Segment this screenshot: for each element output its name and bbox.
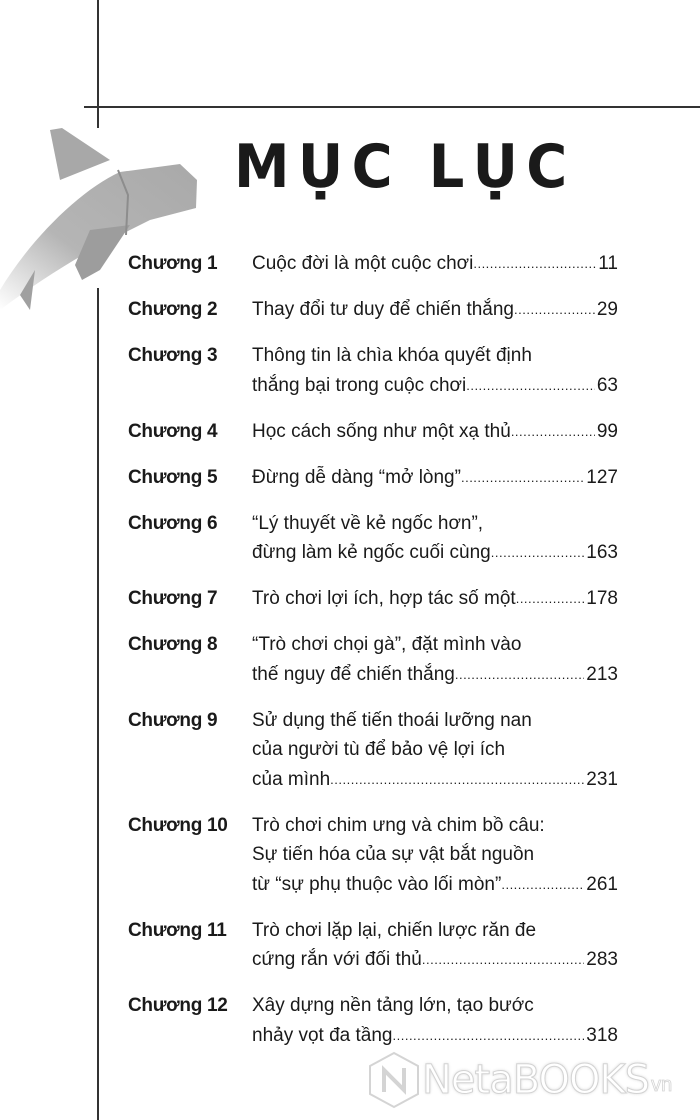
chapter-label: Chương 11 bbox=[128, 919, 227, 941]
watermark-suffix: vn bbox=[651, 1073, 673, 1096]
dot-leader bbox=[491, 538, 585, 568]
netabooks-logo-icon bbox=[366, 1050, 422, 1110]
title-line: từ “sự phụ thuộc vào lối mòn” bbox=[252, 873, 502, 895]
dot-leader bbox=[422, 945, 584, 975]
toc-entry bbox=[128, 991, 618, 1050]
page-number: 127 bbox=[586, 466, 618, 488]
toc-entry bbox=[128, 706, 618, 795]
table-of-contents bbox=[128, 249, 618, 1067]
chapter-title bbox=[252, 417, 618, 447]
chapter-label: Chương 5 bbox=[128, 466, 218, 488]
toc-entry bbox=[128, 916, 618, 975]
page-number: 213 bbox=[586, 663, 618, 685]
chapter-label: Chương 12 bbox=[128, 995, 228, 1016]
title-line: thế nguy để chiến thắng bbox=[252, 663, 455, 685]
chapter-label: Chương 10 bbox=[128, 814, 228, 836]
chapter-label: Chương 8 bbox=[128, 634, 218, 655]
dot-leader bbox=[501, 870, 584, 900]
dot-leader bbox=[393, 1021, 585, 1051]
title-line: “Trò chơi chọi gà”, đặt mình vào bbox=[252, 634, 522, 655]
chapter-title bbox=[252, 509, 618, 568]
title-line: Sự tiến hóa của sự vật bắt nguồn bbox=[252, 844, 535, 865]
toc-entry bbox=[128, 341, 618, 400]
title-line: Cuộc đời là một cuộc chơi bbox=[252, 253, 474, 274]
chapter-title bbox=[252, 584, 618, 614]
dot-leader bbox=[511, 417, 595, 447]
title-line: Đừng dễ dàng “mở lòng” bbox=[252, 466, 461, 488]
dot-leader bbox=[516, 584, 585, 614]
title-line: thắng bại trong cuộc chơi bbox=[252, 374, 467, 396]
chapter-title bbox=[252, 463, 618, 493]
dot-leader bbox=[514, 295, 595, 325]
page-number: 63 bbox=[596, 374, 618, 396]
chapter-label: Chương 4 bbox=[128, 420, 218, 442]
title-line: Trò chơi chim ưng và chim bồ câu: bbox=[252, 814, 545, 836]
chapter-title bbox=[252, 991, 618, 1050]
title-line: Trò chơi lợi ích, hợp tác số một bbox=[252, 588, 516, 609]
page-number: 163 bbox=[586, 542, 618, 563]
page-title: MỤC LỤC bbox=[234, 132, 576, 202]
title-line: Học cách sống như một xạ thủ bbox=[252, 420, 511, 442]
watermark bbox=[366, 1050, 672, 1110]
page-number: 11 bbox=[598, 253, 618, 274]
chapter-title bbox=[252, 249, 618, 279]
chapter-title bbox=[252, 295, 618, 325]
title-line: nhảy vọt đa tầng bbox=[252, 1024, 393, 1046]
dot-leader bbox=[455, 660, 584, 690]
chapter-title bbox=[252, 706, 618, 795]
chapter-title bbox=[252, 630, 618, 689]
chapter-title bbox=[252, 916, 618, 975]
toc-entry bbox=[128, 630, 618, 689]
page-number: 178 bbox=[586, 588, 618, 609]
page-number: 283 bbox=[586, 949, 618, 970]
chapter-label: Chương 6 bbox=[128, 512, 218, 534]
dot-leader bbox=[466, 371, 595, 401]
margin-line-top bbox=[97, 0, 99, 128]
page-number: 261 bbox=[586, 873, 618, 895]
title-line: của mình bbox=[252, 768, 331, 790]
chapter-title bbox=[252, 341, 618, 400]
toc-entry bbox=[128, 417, 618, 447]
dot-leader bbox=[473, 249, 596, 279]
toc-entry bbox=[128, 463, 618, 493]
page-number: 99 bbox=[596, 420, 618, 442]
chapter-label: Chương 3 bbox=[128, 345, 218, 366]
header-rule bbox=[84, 106, 700, 108]
chapter-title bbox=[252, 811, 618, 900]
title-line: Thông tin là chìa khóa quyết định bbox=[252, 345, 532, 366]
title-line: cứng rắn với đối thủ bbox=[252, 949, 422, 970]
toc-entry bbox=[128, 249, 618, 279]
title-line: Thay đổi tư duy để chiến thắng bbox=[252, 299, 515, 320]
chapter-label: Chương 1 bbox=[128, 253, 218, 274]
toc-entry bbox=[128, 584, 618, 614]
title-line: “Lý thuyết về kẻ ngốc hơn”, bbox=[252, 512, 484, 534]
toc-entry bbox=[128, 295, 618, 325]
margin-line-bottom bbox=[97, 288, 99, 1120]
title-line: đừng làm kẻ ngốc cuối cùng bbox=[252, 542, 491, 563]
watermark-brand: NetaBOOKS bbox=[422, 1057, 650, 1103]
page-number: 318 bbox=[586, 1024, 618, 1046]
dot-leader bbox=[461, 463, 584, 493]
chapter-label: Chương 7 bbox=[128, 588, 218, 609]
toc-entry bbox=[128, 509, 618, 568]
title-line: Xây dựng nền tảng lớn, tạo bước bbox=[252, 995, 534, 1016]
title-line: Trò chơi lặp lại, chiến lược răn đe bbox=[252, 919, 537, 941]
page-number: 231 bbox=[586, 768, 618, 790]
chapter-label: Chương 2 bbox=[128, 299, 218, 320]
toc-entry bbox=[128, 811, 618, 900]
title-line: Sử dụng thế tiến thoái lưỡng nan bbox=[252, 709, 532, 731]
dot-leader bbox=[330, 765, 584, 795]
title-line: của người tù để bảo vệ lợi ích bbox=[252, 739, 506, 760]
chapter-label: Chương 9 bbox=[128, 709, 218, 731]
page-number: 29 bbox=[596, 299, 618, 320]
